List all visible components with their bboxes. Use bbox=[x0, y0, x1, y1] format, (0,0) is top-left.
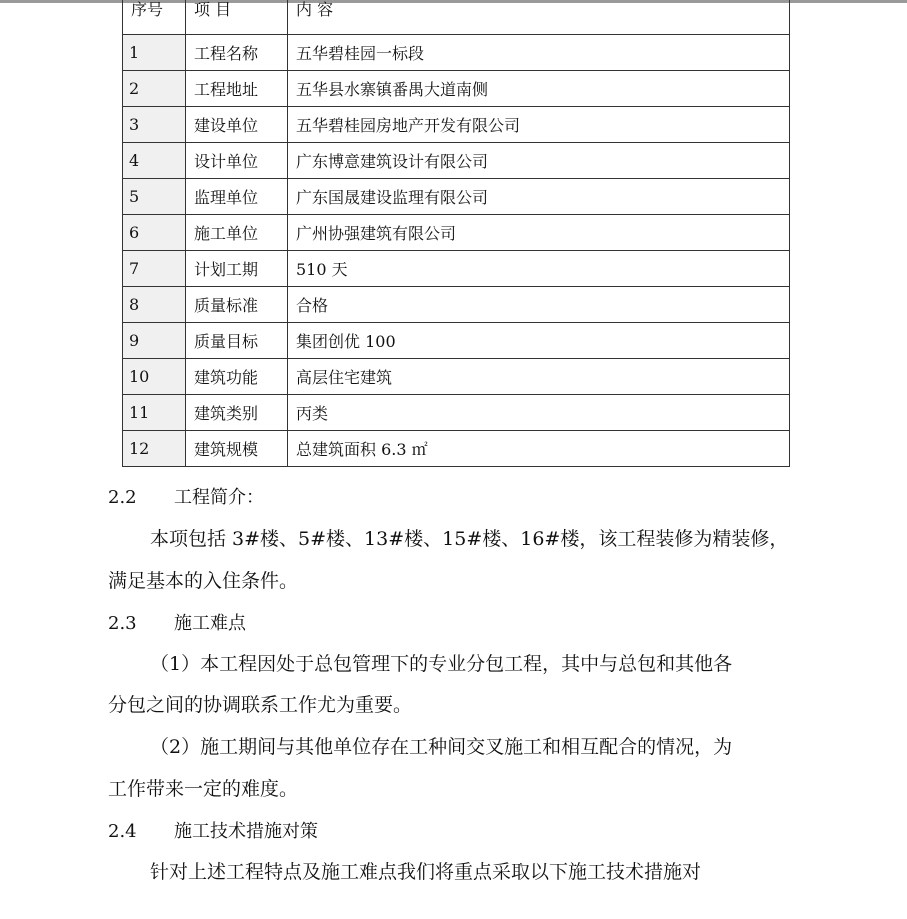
row-item-label: 建筑类别 bbox=[186, 395, 288, 431]
table-row bbox=[123, 179, 790, 215]
table-row bbox=[123, 395, 790, 431]
row-content-value: 五华碧桂园房地产开发有限公司 bbox=[288, 107, 790, 143]
header-item: 项 目 bbox=[186, 0, 288, 35]
row-number: 12 bbox=[123, 431, 186, 467]
difficulty-2-line1: （2）施工期间与其他单位存在工种间交叉施工和相互配合的情况，为 bbox=[150, 736, 733, 758]
row-item-label: 建设单位 bbox=[186, 107, 288, 143]
row-item-label: 施工单位 bbox=[186, 215, 288, 251]
row-item-label: 质量标准 bbox=[186, 287, 288, 323]
difficulty-2-line2: 工作带来一定的难度。 bbox=[108, 778, 299, 800]
row-content-value: 510 天 bbox=[288, 251, 790, 287]
row-number: 1 bbox=[123, 35, 186, 71]
table-row bbox=[123, 107, 790, 143]
difficulty-1-line1: （1）本工程因处于总包管理下的专业分包工程，其中与总包和其他各 bbox=[150, 653, 733, 675]
row-content-value: 高层住宅建筑 bbox=[288, 359, 790, 395]
row-item-label: 质量目标 bbox=[186, 323, 288, 359]
row-number: 2 bbox=[123, 71, 186, 107]
header-content: 内 容 bbox=[288, 0, 790, 35]
row-content-value: 广东国晟建设监理有限公司 bbox=[288, 179, 790, 215]
section-number: 2.3 bbox=[108, 613, 137, 634]
intro-paragraph-line2: 满足基本的入住条件。 bbox=[108, 570, 299, 592]
table-row bbox=[123, 359, 790, 395]
section-title: 施工技术措施对策 bbox=[174, 821, 318, 842]
section-title: 施工难点 bbox=[174, 613, 246, 634]
row-number: 9 bbox=[123, 323, 186, 359]
table-row bbox=[123, 35, 790, 71]
row-number: 4 bbox=[123, 143, 186, 179]
intro-paragraph-line1: 本项包括 3#楼、5#楼、13#楼、15#楼、16#楼，该工程装修为精装修， bbox=[150, 528, 789, 550]
row-number: 7 bbox=[123, 251, 186, 287]
section-number: 2.4 bbox=[108, 821, 137, 842]
row-content-value: 合格 bbox=[288, 287, 790, 323]
row-number: 8 bbox=[123, 287, 186, 323]
table-header-row bbox=[123, 0, 790, 35]
row-number: 3 bbox=[123, 107, 186, 143]
header-no: 序号 bbox=[123, 0, 186, 35]
row-item-label: 监理单位 bbox=[186, 179, 288, 215]
row-number: 5 bbox=[123, 179, 186, 215]
table-row bbox=[123, 323, 790, 359]
row-item-label: 工程地址 bbox=[186, 71, 288, 107]
row-content-value: 五华碧桂园一标段 bbox=[288, 35, 790, 71]
row-item-label: 建筑功能 bbox=[186, 359, 288, 395]
table-row bbox=[123, 71, 790, 107]
section-2-2-heading bbox=[108, 483, 264, 509]
row-content-value: 丙类 bbox=[288, 395, 790, 431]
table-row bbox=[123, 251, 790, 287]
row-item-label: 设计单位 bbox=[186, 143, 288, 179]
project-info-table bbox=[122, 0, 790, 467]
section-number: 2.2 bbox=[108, 487, 137, 508]
row-content-value: 广州协强建筑有限公司 bbox=[288, 215, 790, 251]
row-content-value: 五华县水寨镇番禺大道南侧 bbox=[288, 71, 790, 107]
row-item-label: 建筑规模 bbox=[186, 431, 288, 467]
table-row bbox=[123, 287, 790, 323]
row-content-value: 总建筑面积 6.3 ㎡ bbox=[288, 431, 790, 467]
table-row bbox=[123, 431, 790, 467]
row-item-label: 工程名称 bbox=[186, 35, 288, 71]
row-number: 11 bbox=[123, 395, 186, 431]
section-title: 工程简介： bbox=[174, 487, 264, 508]
row-number: 6 bbox=[123, 215, 186, 251]
section-2-3-heading bbox=[108, 609, 246, 635]
measures-paragraph-line1: 针对上述工程特点及施工难点我们将重点采取以下施工技术措施对 bbox=[150, 861, 702, 883]
row-number: 10 bbox=[123, 359, 186, 395]
row-content-value: 集团创优 100 bbox=[288, 323, 790, 359]
row-content-value: 广东博意建筑设计有限公司 bbox=[288, 143, 790, 179]
difficulty-1-line2: 分包之间的协调联系工作尤为重要。 bbox=[108, 694, 413, 716]
row-item-label: 计划工期 bbox=[186, 251, 288, 287]
section-2-4-heading bbox=[108, 817, 318, 843]
table-row bbox=[123, 215, 790, 251]
table-row bbox=[123, 143, 790, 179]
